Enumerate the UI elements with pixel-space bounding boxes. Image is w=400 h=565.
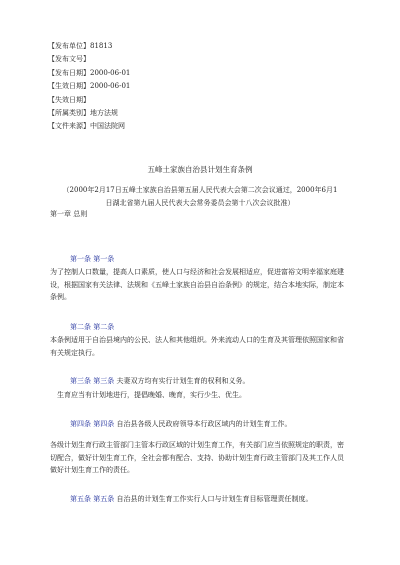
- article-4-text: 各级计划生育行政主管部门主管本行政区域的计划生育工作，有关部门应当依照规定的职责，密切配合，做好计划生育工作，全社会都有配合、支持、协助计划生育行政主管部门及其工作人员做好计划生育工作的责任。: [50, 441, 344, 475]
- meta-label: 文件来源: [55, 122, 83, 131]
- meta-row-publisher: 【发布单位】81813: [48, 42, 113, 50]
- article-3-heading: [70, 376, 249, 386]
- article-number: 第五条: [93, 495, 115, 503]
- article-number: 第三条: [93, 377, 115, 385]
- meta-value: 2000-06-01: [90, 82, 131, 91]
- meta-row-effective-date: 【生效日期】2000-06-01: [48, 82, 131, 91]
- meta-label: 失效日期: [55, 95, 83, 104]
- meta-row-category: 【所属类别】地方法规: [48, 109, 118, 118]
- article-number: 第五条: [70, 495, 91, 503]
- article-1-heading: [70, 254, 114, 264]
- article-number: 第一条: [93, 255, 115, 263]
- document-preamble: （2000年2月17日五峰土家族自治县第五届人民代表大会第二次会议通过，2000年6月1日湖北省第九届人民代表大会常务委员会第十八次会议批准）: [62, 186, 338, 207]
- chapter-heading: 第一章 总则: [50, 210, 88, 218]
- article-2-text: 本条例适用于自治县境内的公民、法人和其他组织。外来流动人口的生育及其管理依照国家和省有关规定执行。: [50, 336, 344, 357]
- meta-row-source: 【文件来源】中国法院网: [48, 122, 125, 131]
- article-4-heading: [70, 419, 291, 429]
- article-1-text: 为了控制人口数量，提高人口素质，使人口与经济和社会发展相适应，促进富裕文明幸福家庭建设，根据国家有关法律、法规和《五峰土家族自治县自治条例》的规定，结合本地实际，制定本条例。: [50, 268, 344, 302]
- article-number: 第四条: [70, 420, 91, 428]
- meta-label: 发布单位: [55, 42, 83, 50]
- article-5-inline-text: 自治县的计划生育工作实行人口与计划生育目标管理责任制度。: [116, 495, 313, 503]
- meta-value: 中国法院网: [90, 122, 125, 131]
- meta-label: 发布日期: [55, 68, 83, 77]
- meta-label: 所属类别: [55, 109, 83, 118]
- meta-value: 2000-06-01: [90, 68, 131, 77]
- document-title: 五峰土家族自治县计划生育条例: [147, 165, 253, 174]
- meta-value: 地方法规: [90, 109, 118, 118]
- meta-value: 81813: [90, 42, 113, 50]
- meta-row-doc-number: 【发布文号】: [48, 55, 90, 64]
- meta-label: 发布文号: [55, 55, 83, 64]
- article-number: 第二条: [93, 323, 115, 331]
- article-number: 第一条: [70, 255, 91, 263]
- article-number: 第三条: [70, 377, 91, 385]
- article-number: 第四条: [93, 420, 115, 428]
- meta-row-expiry-date: 【失效日期】: [48, 95, 90, 104]
- meta-label: 生效日期: [55, 82, 83, 91]
- article-3-inline-text: 夫妻双方均有实行计划生育的权利和义务。: [116, 377, 250, 385]
- metadata-list: [48, 40, 130, 134]
- article-number: 第二条: [70, 323, 91, 331]
- article-4-inline-text: 自治县各级人民政府领导本行政区域内的计划生育工作。: [116, 420, 292, 428]
- article-2-heading: [70, 322, 114, 332]
- article-5-heading: [70, 494, 312, 504]
- meta-row-publish-date: 【发布日期】2000-06-01: [48, 68, 131, 77]
- article-3-text: 生育应当有计划地进行，提倡晚婚、晚育，实行少生、优生。: [57, 391, 246, 399]
